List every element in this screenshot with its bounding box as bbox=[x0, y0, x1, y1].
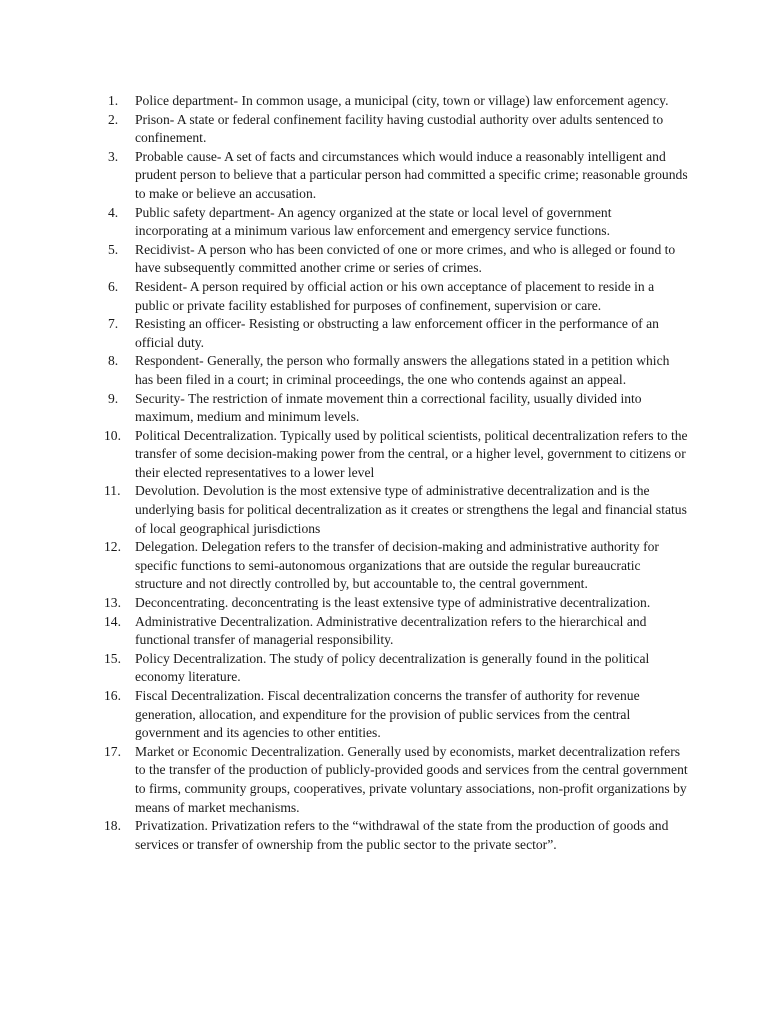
item-text: Privatization. Privatization refers to the “withdrawal of the state from the production of goods and services or transfer of ownership from the public sector to the private sector”. bbox=[135, 818, 669, 852]
list-item bbox=[104, 650, 688, 687]
list-item bbox=[108, 148, 688, 204]
item-text: Public safety department- An agency organized at the state or local level of government incorporating at a minimum various law enforcement and emergency service functions. bbox=[135, 204, 612, 239]
item-text: Devolution. Devolution is the most extensive type of administrative decentralization and is the underlying basis for political decentralization as it creates or strengthens the legal and financial status of local geographical jurisdictions bbox=[135, 483, 687, 536]
item-number: 15. bbox=[104, 650, 121, 666]
item-number: 9. bbox=[108, 390, 119, 406]
list-item bbox=[104, 817, 688, 854]
item-number: 18. bbox=[104, 818, 121, 834]
item-text: Prison- A state or federal confinement facility having custodial authority over adults sentenced to confinement. bbox=[135, 111, 664, 146]
item-text: Fiscal Decentralization. Fiscal decentralization concerns the transfer of authority for revenue generation, allocation, and expenditure for the provision of public services from the central government and its agencies to other entities. bbox=[135, 688, 640, 741]
item-text: Political Decentralization. Typically used by political scientists, political decentralization refers to the transfer of some decision-making power from the central, or a higher level, government to citizens or their elected representatives to a lower level bbox=[135, 427, 688, 480]
item-number: 14. bbox=[104, 613, 121, 629]
item-text: Recidivist- A person who has been convicted of one or more crimes, and who is alleged or found to have subsequently committed another crime or series of crimes. bbox=[135, 241, 676, 276]
item-number: 6. bbox=[108, 278, 119, 294]
item-number: 3. bbox=[108, 148, 119, 164]
list-item bbox=[108, 278, 688, 315]
item-number: 2. bbox=[108, 111, 119, 127]
list-item bbox=[108, 352, 688, 389]
list-item bbox=[108, 241, 688, 278]
item-number: 7. bbox=[108, 316, 119, 332]
item-number: 13. bbox=[104, 595, 121, 611]
item-text: Respondent- Generally, the person who formally answers the allegations stated in a petition which has been filed in a court; in criminal proceedings, the one who contends against an appeal. bbox=[135, 353, 670, 387]
item-number: 10. bbox=[104, 427, 121, 443]
list-item bbox=[104, 482, 688, 538]
item-number: 11. bbox=[104, 483, 121, 499]
list-item bbox=[108, 315, 688, 352]
list-item bbox=[108, 204, 688, 241]
item-text: Resisting an officer- Resisting or obstructing a law enforcement officer in the performance of an official duty. bbox=[135, 316, 659, 350]
list-item bbox=[104, 427, 688, 483]
item-number: 16. bbox=[104, 688, 121, 703]
item-number: 17. bbox=[104, 743, 121, 759]
item-number: 4. bbox=[108, 204, 119, 220]
list-item bbox=[104, 613, 688, 650]
item-text: Police department- In common usage, a municipal (city, town or village) law enforcement agency. bbox=[135, 93, 669, 108]
definitions-list bbox=[104, 92, 688, 854]
list-item bbox=[104, 538, 688, 594]
item-number: 1. bbox=[108, 93, 119, 108]
item-text: Market or Economic Decentralization. Generally used by economists, market decentralization refers to the transfer of the production of publicly-provided goods and services from the central government to firms, community groups, cooperatives, private voluntary associations, non-profit organizations by means of market mechanisms. bbox=[135, 743, 688, 815]
item-number: 8. bbox=[108, 353, 119, 369]
item-text: Probable cause- A set of facts and circumstances which would induce a reasonably intelligent and prudent person to believe that a particular person had committed a specific crime; reasonable grounds to make or believe an accusation. bbox=[135, 148, 688, 201]
item-text: Security- The restriction of inmate movement thin a correctional facility, usually divided into maximum, medium and minimum levels. bbox=[135, 390, 642, 425]
list-item bbox=[104, 743, 688, 817]
list-item bbox=[104, 687, 688, 743]
item-text: Deconcentrating. deconcentrating is the least extensive type of administrative decentralization. bbox=[135, 595, 651, 611]
item-text: Policy Decentralization. The study of policy decentralization is generally found in the political economy literature. bbox=[135, 650, 650, 685]
item-text: Delegation. Delegation refers to the transfer of decision-making and administrative authority for specific functions to semi-autonomous organizations that are outside the regular bureaucratic structure and not directly controlled by, but accountable to, the central government. bbox=[135, 539, 659, 592]
item-text: Administrative Decentralization. Administrative decentralization refers to the hierarchical and functional transfer of managerial responsibility. bbox=[135, 613, 647, 648]
item-text: Resident- A person required by official action or his own acceptance of placement to reside in a public or private facility established for purposes of confinement, supervision or care. bbox=[135, 278, 655, 313]
list-item bbox=[108, 92, 688, 111]
item-number: 12. bbox=[104, 539, 121, 555]
list-item bbox=[108, 111, 688, 148]
list-item bbox=[108, 390, 688, 427]
item-number: 5. bbox=[108, 241, 119, 257]
list-item bbox=[104, 594, 688, 613]
